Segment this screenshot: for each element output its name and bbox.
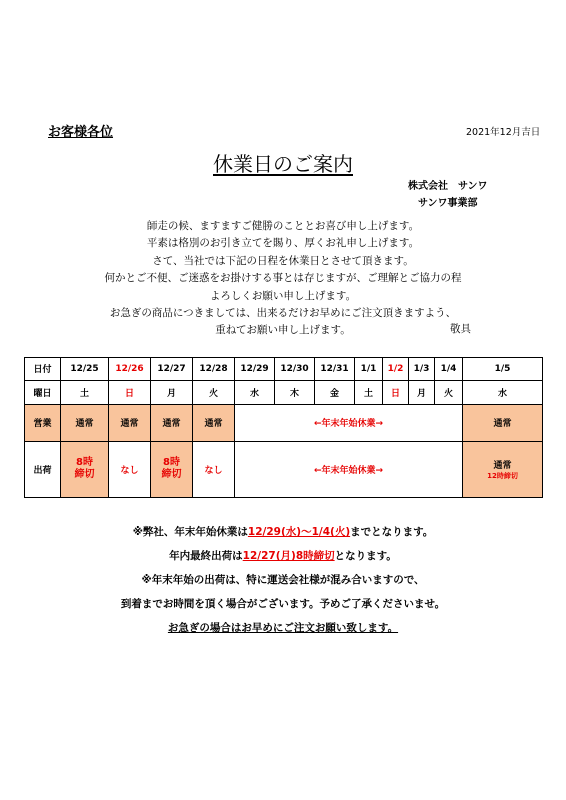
day-cell: 月 [409,380,435,404]
day-cell: 金 [315,380,355,404]
day-cell: 月 [151,380,193,404]
shipping-none-cell: なし [109,441,151,497]
day-cell: 土 [61,380,109,404]
body-line: 重ねてお願い申し上げます。 [215,324,351,337]
shipping-deadline-cell: 8時 締切 [61,441,109,497]
year-end-holiday-cell: ←年末年始休業→ [235,441,463,497]
shipping-normal-cell [463,441,543,497]
date-cell: 12/25 [61,358,109,381]
date-cell: 12/28 [193,358,235,381]
row-label-date: 日付 [25,358,61,381]
business-cell: 通常 [151,405,193,442]
holiday-schedule-table [24,357,543,498]
company-name: 株式会社 サンワ [408,181,488,192]
business-cell: 通常 [463,405,543,442]
body-line: 師走の候、ますますご健勝のこととお喜び申し上げます。 [146,220,420,232]
row-label-day: 曜日 [25,380,61,404]
date-cell: 12/30 [275,358,315,381]
day-cell: 火 [193,380,235,404]
date-cell: 12/26 [109,358,151,381]
body-line: さて、当社では下記の日程を休業日とさせて頂きます。 [152,254,414,267]
year-end-holiday-cell: ←年末年始休業→ [235,405,463,442]
page-title: 休業日のご案内 [213,152,353,176]
shipping-none-cell: なし [193,441,235,497]
date-row [25,358,543,381]
notes [0,520,566,640]
day-cell: 日 [383,380,409,404]
shipping-deadline-note: 12時締切 [487,471,518,480]
shipping-row [25,441,543,497]
date-cell: 12/27 [151,358,193,381]
date-cell: 1/1 [355,358,383,381]
day-row [25,380,543,404]
body-line: お急ぎの商品につきましては、出来るだけお早めにご注文頂きますよう、 [109,307,457,320]
day-cell: 火 [435,380,463,404]
day-cell: 木 [275,380,315,404]
business-cell: 通常 [61,405,109,442]
note-delivery-delay: 到着までお時間を頂く場合がございます。予めご了承くださいませ。 [120,598,446,610]
row-label-business: 営業 [25,405,61,442]
addressee: お客様各位 [48,125,114,140]
department-name: サンワ事業部 [418,198,478,209]
shipping-normal-label: 通常 [493,460,512,471]
business-cell: 通常 [193,405,235,442]
note-shipping-congestion: ※年末年始の出荷は、特に運送会社様が混み合いますので、 [141,574,425,586]
note-last-shipping: 年内最終出荷は12/27(月)8時締切となります。 [169,550,397,562]
day-cell: 水 [463,380,543,404]
date-cell: 12/31 [315,358,355,381]
shipping-deadline-cell: 8時 締切 [151,441,193,497]
day-cell: 土 [355,380,383,404]
date-cell: 12/29 [235,358,275,381]
date-cell: 1/3 [409,358,435,381]
business-row [25,405,543,442]
date-cell: 1/5 [463,358,543,381]
day-cell: 水 [235,380,275,404]
note-order-early: お急ぎの場合はお早めにご注文お願い致します。 [167,622,399,634]
issue-date: 2021年12月吉日 [466,127,541,138]
date-cell: 1/2 [383,358,409,381]
day-cell: 日 [109,380,151,404]
closing-word: 敬具 [450,323,471,335]
body-line: よろしくお願い申し上げます。 [209,289,357,302]
body-line: 平素は格別のお引き立てを賜り、厚くお礼申し上げます。 [146,237,420,250]
row-label-shipping: 出荷 [25,441,61,497]
note-holiday-period: ※弊社、年末年始休業は12/29(水)～1/4(火)までとなります。 [132,526,434,538]
business-cell: 通常 [109,405,151,442]
body-line: 何かとご不便、ご迷惑をお掛けする事とは存じますが、ご理解とご協力の程 [104,272,462,285]
date-cell: 1/4 [435,358,463,381]
greeting-body [0,218,566,340]
